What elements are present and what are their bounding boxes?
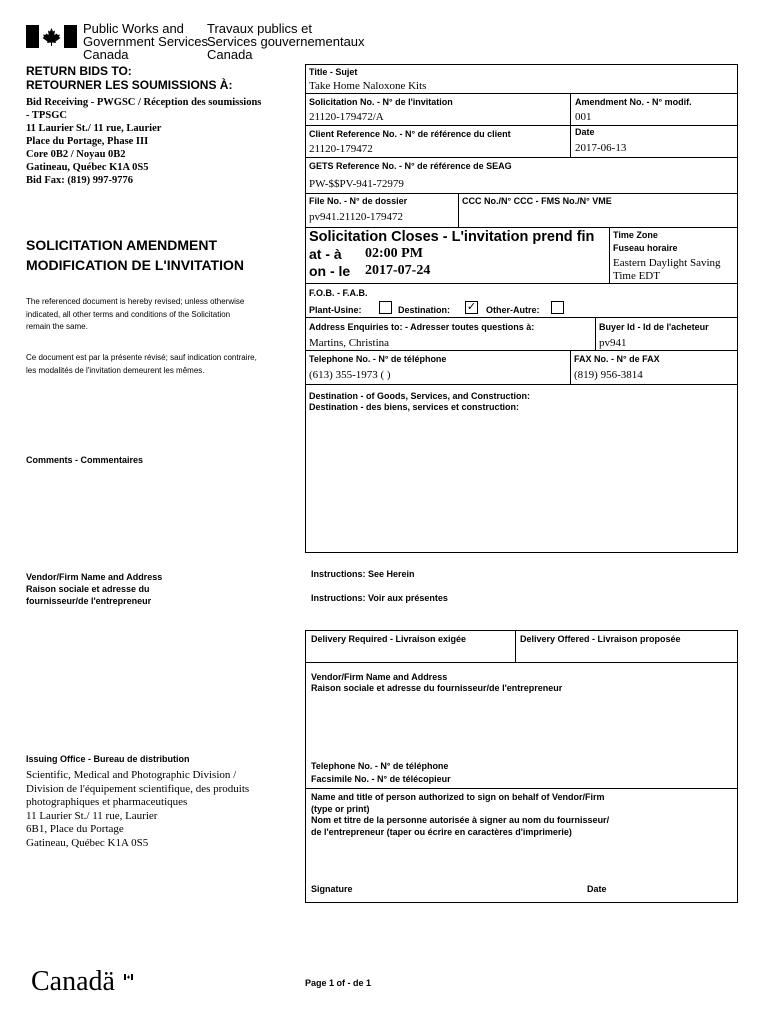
canada-flag-icon bbox=[26, 25, 77, 48]
page-number: Page 1 of - de 1 bbox=[305, 978, 372, 988]
amendment-note-en bbox=[26, 296, 244, 334]
instructions-fr: Instructions: Voir aux présentes bbox=[311, 593, 448, 603]
time-zone-label bbox=[613, 229, 678, 255]
header-en-line: Public Works and bbox=[83, 21, 184, 36]
address-line: Core 0B2 / Noyau 0B2 bbox=[26, 149, 126, 160]
vendor-label-en: Vendor/Firm Name and Address bbox=[311, 672, 448, 682]
delivery-offered-label: Delivery Offered - Livraison proposée bbox=[520, 634, 681, 644]
amendment-title-en: SOLICITATION AMENDMENT bbox=[26, 237, 218, 253]
destination-goods-label bbox=[309, 391, 530, 413]
delivery-required-label: Delivery Required - Livraison exigée bbox=[311, 634, 467, 644]
amendment-no-label: Amendment No. - N° modif. bbox=[575, 97, 692, 107]
address-line: Scientific, Medical and Photographic Division / bbox=[26, 769, 237, 781]
vendor-label-fr: Raison sociale et adresse du fournisseur/de l'entrepreneur bbox=[311, 683, 563, 693]
plant-checkbox[interactable] bbox=[379, 301, 392, 314]
address-line: - TPSGC bbox=[26, 110, 67, 121]
authorized-label-line: Nom et titre de la personne autorisée à signer au nom du fournisseur/ bbox=[311, 815, 610, 825]
date-value: 2017-06-13 bbox=[575, 142, 627, 154]
checkmark-icon: ✓ bbox=[466, 301, 477, 313]
authorized-label-line: (type or print) bbox=[311, 803, 370, 814]
issuing-office-address bbox=[26, 769, 249, 850]
authorized-label-line: Name and title of person authorized to sign on behalf of Vendor/Firm bbox=[311, 792, 605, 802]
closes-title: Solicitation Closes - L'invitation prend fin bbox=[309, 229, 595, 245]
address-line: photographiques et pharmaceutiques bbox=[26, 796, 188, 808]
time-zone-value-line: Eastern Daylight Saving bbox=[613, 257, 721, 269]
other-label: Other-Autre: bbox=[486, 305, 540, 315]
destination-checkbox[interactable] bbox=[465, 301, 478, 314]
destination-goods-label-fr: Destination - des biens, services et construction: bbox=[309, 402, 520, 412]
plant-label: Plant-Usine: bbox=[309, 305, 362, 315]
address-line: Bid Receiving - PWGSC / Réception des soumissions bbox=[26, 97, 262, 108]
closes-on-label: on - le bbox=[309, 263, 351, 279]
address-line: 11 Laurier St./ 11 rue, Laurier bbox=[26, 809, 158, 822]
closes-at-value: 02:00 PM bbox=[365, 246, 423, 261]
vendor-left-label-en: Vendor/Firm Name and Address bbox=[26, 572, 163, 582]
header-en-line: Government Services bbox=[83, 34, 208, 49]
address-line: Gatineau, Québec K1A 0S5 bbox=[26, 162, 149, 173]
instructions-en: Instructions: See Herein bbox=[311, 569, 415, 579]
address-line: Bid Fax: (819) 997-9776 bbox=[26, 175, 134, 186]
address-line: Division de l'équipement scientifique, des produits bbox=[26, 782, 250, 795]
amendment-note-fr bbox=[26, 352, 257, 377]
amendment-title-fr: MODIFICATION DE L'INVITATION bbox=[26, 257, 244, 273]
client-ref-value: 21120-179472 bbox=[309, 143, 373, 155]
telephone-value: (613) 355-1973 ( ) bbox=[309, 369, 391, 381]
note-line: Ce document est par la présente révisé; sauf indication contraire, bbox=[26, 353, 257, 362]
return-bids-title bbox=[26, 64, 232, 92]
buyer-id-label: Buyer Id - Id de l'acheteur bbox=[599, 322, 709, 332]
wordmark-flag-icon bbox=[124, 967, 133, 973]
gets-ref-label: GETS Reference No. - N° de référence de SEAG bbox=[309, 161, 512, 171]
address-line: Gatineau, Québec K1A 0S5 bbox=[26, 836, 149, 849]
canada-wordmark: Canadä bbox=[31, 966, 115, 997]
closes-on-value: 2017-07-24 bbox=[365, 263, 431, 278]
return-bids-address bbox=[26, 96, 261, 187]
time-zone-label-en: Time Zone bbox=[613, 230, 658, 240]
title-label: Title - Sujet bbox=[309, 67, 358, 77]
note-line: les modalités de l'invitation demeurent les mêmes. bbox=[26, 365, 205, 375]
destination-goods-label-en: Destination - of Goods, Services, and Construction: bbox=[309, 391, 531, 401]
fax-value: (819) 956-3814 bbox=[574, 369, 643, 381]
amendment-no-value: 001 bbox=[575, 111, 592, 123]
destination-checkbox-label: Destination: bbox=[398, 305, 451, 315]
header-fr-line: Travaux publics et bbox=[207, 21, 313, 36]
amendment-title bbox=[26, 235, 244, 275]
gets-ref-value: PW-$$PV-941-72979 bbox=[309, 178, 404, 190]
time-zone-value-line: Time EDT bbox=[613, 270, 660, 282]
closes-at-label: at - à bbox=[309, 246, 342, 262]
file-no-label: File No. - N° de dossier bbox=[309, 196, 408, 206]
issuing-office-label: Issuing Office - Bureau de distribution bbox=[26, 754, 190, 764]
vendor-left-label bbox=[26, 571, 162, 607]
time-zone-value bbox=[613, 257, 721, 283]
client-ref-label: Client Reference No. - N° de référence du client bbox=[309, 129, 511, 139]
authorized-label-line: de l'entrepreneur (taper ou écrire en caractères d'imprimerie) bbox=[311, 826, 572, 837]
other-checkbox[interactable] bbox=[551, 301, 564, 314]
address-enquiries-label: Address Enquiries to: - Adresser toutes questions à: bbox=[309, 322, 535, 332]
vendor-telephone-label: Telephone No. - N° de téléphone bbox=[311, 761, 449, 771]
header-fr-line: Canada bbox=[207, 47, 253, 62]
title-value: Take Home Naloxone Kits bbox=[309, 80, 427, 92]
telephone-label: Telephone No. - N° de téléphone bbox=[309, 354, 447, 364]
signature-date-label: Date bbox=[587, 884, 607, 894]
ccc-no-label: CCC No./N° CCC - FMS No./N° VME bbox=[462, 196, 612, 206]
fob-label: F.O.B. - F.A.B. bbox=[309, 288, 368, 298]
address-line: 6B1, Place du Portage bbox=[26, 823, 124, 835]
department-name-fr bbox=[207, 22, 365, 61]
header-fr-line: Services gouvernementaux bbox=[207, 34, 365, 49]
authorized-person-label bbox=[311, 792, 609, 838]
address-line: Place du Portage, Phase III bbox=[26, 136, 149, 147]
comments-label: Comments - Commentaires bbox=[26, 455, 144, 465]
header-en-line: Canada bbox=[83, 47, 129, 62]
vendor-fax-label: Facsimile No. - N° de télécopieur bbox=[311, 774, 451, 784]
department-name-en bbox=[83, 22, 208, 61]
return-bids-title-fr: RETOURNER LES SOUMISSIONS À: bbox=[26, 78, 233, 92]
file-no-value: pv941.21120-179472 bbox=[309, 211, 404, 223]
solicitation-no-value: 21120-179472/A bbox=[309, 111, 384, 123]
fax-label: FAX No. - N° de FAX bbox=[574, 354, 660, 364]
vendor-left-label-fr: Raison sociale et adresse du bbox=[26, 584, 150, 594]
address-enquiries-value: Martins, Christina bbox=[309, 337, 390, 349]
note-line: indicated, all other terms and conditions of the Solicitation bbox=[26, 309, 231, 319]
note-line: remain the same. bbox=[26, 322, 88, 331]
address-line: 11 Laurier St./ 11 rue, Laurier bbox=[26, 123, 162, 134]
vendor-name-address-label bbox=[311, 672, 562, 694]
note-line: The referenced document is hereby revised; unless otherwise bbox=[26, 297, 245, 306]
vendor-left-label-fr: fournisseur/de l'entrepreneur bbox=[26, 596, 152, 606]
signature-label: Signature bbox=[311, 884, 353, 894]
solicitation-no-label: Solicitation No. - N° de l'invitation bbox=[309, 97, 453, 107]
vendor-contact-labels bbox=[311, 760, 451, 786]
time-zone-label-fr: Fuseau horaire bbox=[613, 243, 678, 253]
return-bids-title-en: RETURN BIDS TO: bbox=[26, 64, 132, 78]
date-label: Date bbox=[575, 127, 595, 137]
buyer-id-value: pv941 bbox=[599, 337, 627, 349]
